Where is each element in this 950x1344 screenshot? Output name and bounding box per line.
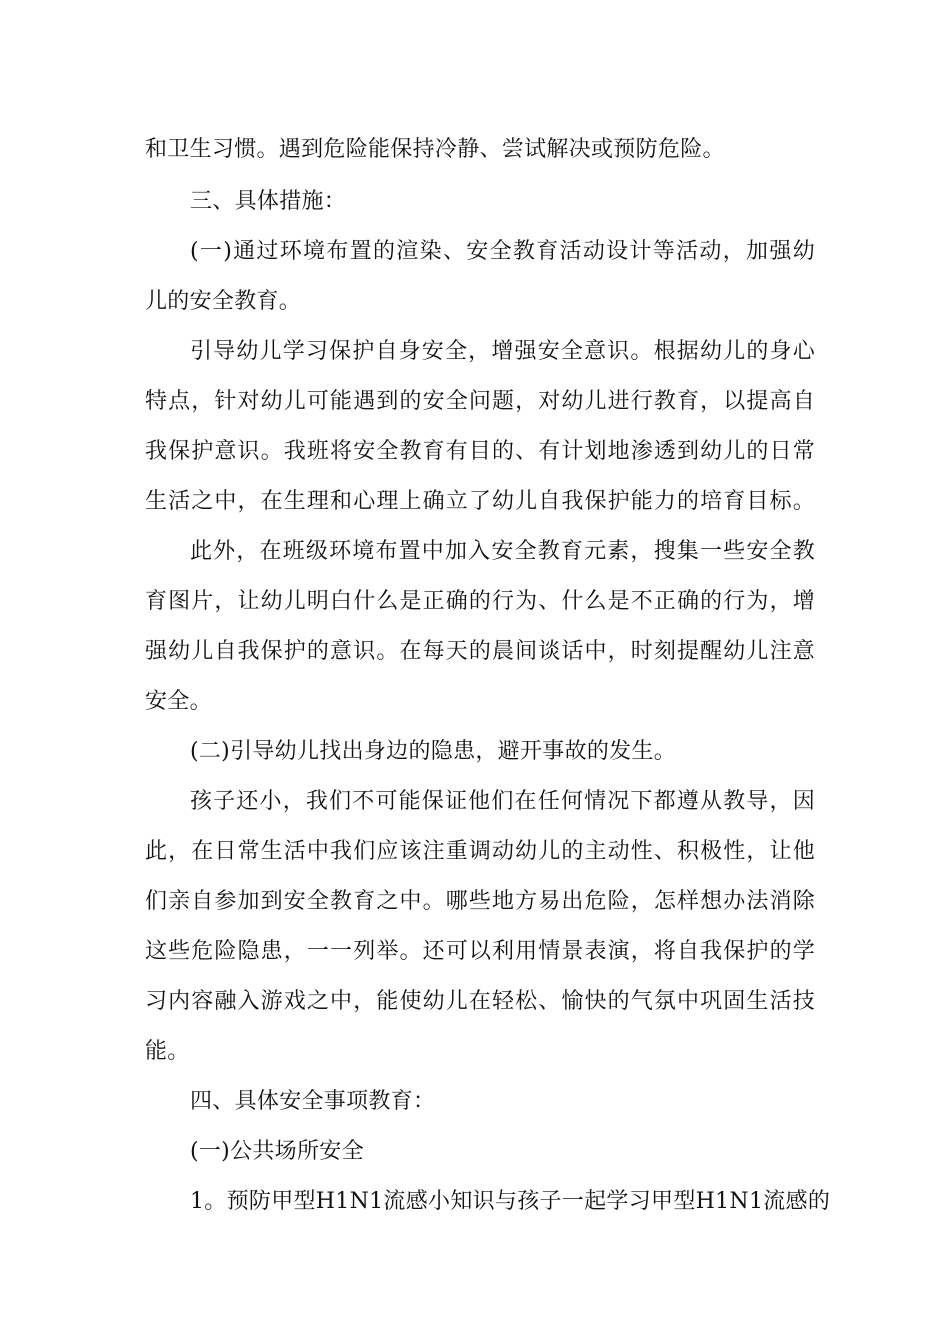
- paragraph-first-line: 孩子还小，我们不可能保证他们在任何情况下都遵从教导，因: [190, 789, 815, 814]
- text-line: 此，在日常生活中我们应该注重调动幼儿的主动性、积极性，让他: [145, 839, 815, 864]
- subsection-heading: (一)公共场所安全: [190, 1139, 364, 1164]
- subsection-heading: (二)引导幼儿找出身边的隐患，避开事故的发生。: [190, 739, 677, 764]
- text-line: 这些危险隐患，一一列举。还可以利用情景表演，将自我保护的学: [145, 939, 815, 964]
- text-line: 安全。: [145, 689, 212, 714]
- text-line: 育图片，让幼儿明白什么是正确的行为、什么是不正确的行为，增: [145, 589, 815, 614]
- text-line: 我保护意识。我班将安全教育有目的、有计划地渗透到幼儿的日常: [145, 439, 815, 464]
- text-line: 能。: [145, 1039, 190, 1064]
- section-heading: 四、具体安全事项教育：: [190, 1089, 436, 1114]
- text-line: 特点，针对幼儿可能遇到的安全问题，对幼儿进行教育，以提高自: [145, 389, 815, 414]
- text-line: 和卫生习惯。遇到危险能保持冷静、尝试解决或预防危险。: [145, 137, 725, 162]
- subsection-heading: (一)通过环境布置的渲染、安全教育活动设计等活动，加强幼: [190, 239, 815, 264]
- text-line: 儿的安全教育。: [145, 289, 302, 314]
- paragraph-first-line: 此外，在班级环境布置中加入安全教育元素，搜集一些安全教: [190, 539, 815, 564]
- text-line: 们亲自参加到安全教育之中。哪些地方易出危险，怎样想办法消除: [145, 889, 815, 914]
- paragraph-first-line: 引导幼儿学习保护自身安全，增强安全意识。根据幼儿的身心: [190, 339, 815, 364]
- text-line: 强幼儿自我保护的意识。在每天的晨间谈话中，时刻提醒幼儿注意: [145, 639, 815, 664]
- paragraph-first-line: 1。预防甲型H1N1流感小知识与孩子一起学习甲型H1N1流感的: [190, 1189, 831, 1214]
- text-line: 生活之中，在生理和心理上确立了幼儿自我保护能力的培育目标。: [145, 489, 815, 514]
- section-heading: 三、具体措施：: [190, 189, 347, 214]
- text-line: 习内容融入游戏之中，能使幼儿在轻松、愉快的气氛中巩固生活技: [145, 989, 815, 1014]
